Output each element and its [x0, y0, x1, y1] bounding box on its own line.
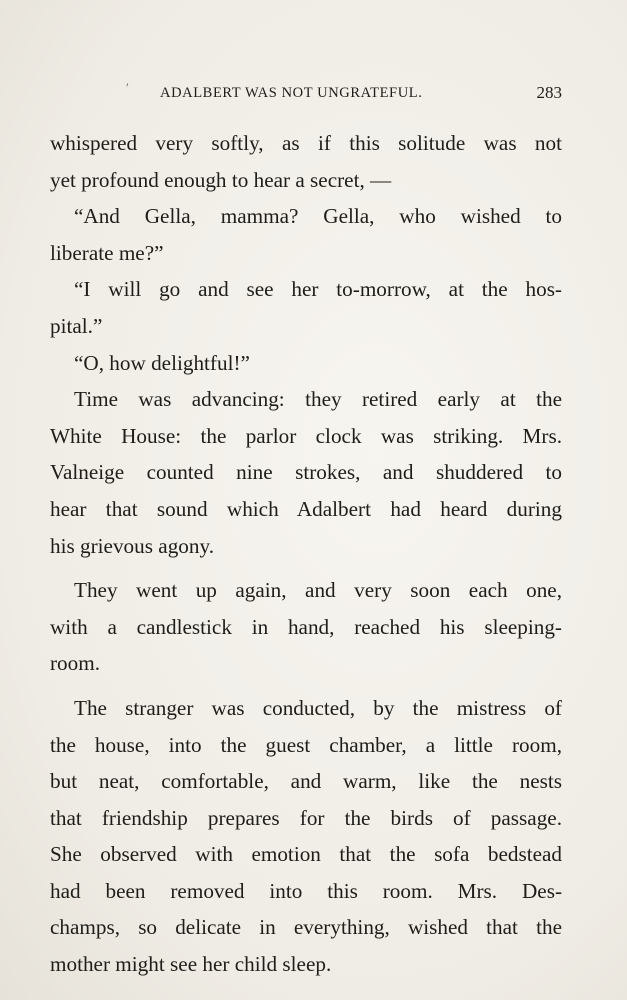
- text-line: champs, so delicate in everything, wished that the: [50, 915, 562, 940]
- text-line: White House: the parlor clock was striking. Mrs.: [50, 423, 562, 448]
- text-line: with a candlestick in hand, reached his sleeping-: [50, 614, 562, 639]
- text-line: but neat, comfortable, and warm, like the nests: [50, 769, 562, 794]
- paragraph-gap: [50, 682, 562, 690]
- text-line: “I will go and see her to-morrow, at the hos-: [74, 277, 562, 302]
- text-line: pital.”: [50, 313, 103, 338]
- text-line: yet profound enough to hear a secret, —: [50, 167, 392, 192]
- text-line: “And Gella, mamma? Gella, who wished to: [74, 204, 562, 229]
- text-line: mother might see her child sleep.: [50, 952, 332, 977]
- text-line: room.: [50, 651, 101, 676]
- page-number: 283: [536, 83, 562, 102]
- text-line: Time was advancing: they retired early at the: [74, 387, 562, 412]
- running-head: [48, 85, 562, 109]
- text-line: hear that sound which Adalbert had heard during: [50, 496, 562, 521]
- text-line: The stranger was conducted, by the mistress of: [74, 695, 562, 720]
- running-title: ADALBERT WAS NOT UNGRATEFUL.: [160, 85, 423, 101]
- text-line: “O, how delightful!”: [74, 350, 250, 375]
- text-line: had been removed into this room. Mrs. Des-: [50, 878, 562, 903]
- margin-mark: ʹ: [126, 80, 129, 95]
- text-line: whispered very softly, as if this solitude was not: [50, 131, 562, 155]
- text-line: They went up again, and very soon each one,: [74, 578, 562, 603]
- text-line: that friendship prepares for the birds of passage.: [50, 805, 562, 830]
- text-line: liberate me?”: [50, 240, 164, 265]
- body-text: [50, 125, 562, 983]
- text-line: the house, into the guest chamber, a little room,: [50, 732, 562, 757]
- text-line: Valneige counted nine strokes, and shuddered to: [50, 460, 562, 485]
- text-line: his grievous agony.: [50, 533, 214, 558]
- text-line: She observed with emotion that the sofa bedstead: [50, 842, 562, 867]
- paragraph-gap: [50, 564, 562, 572]
